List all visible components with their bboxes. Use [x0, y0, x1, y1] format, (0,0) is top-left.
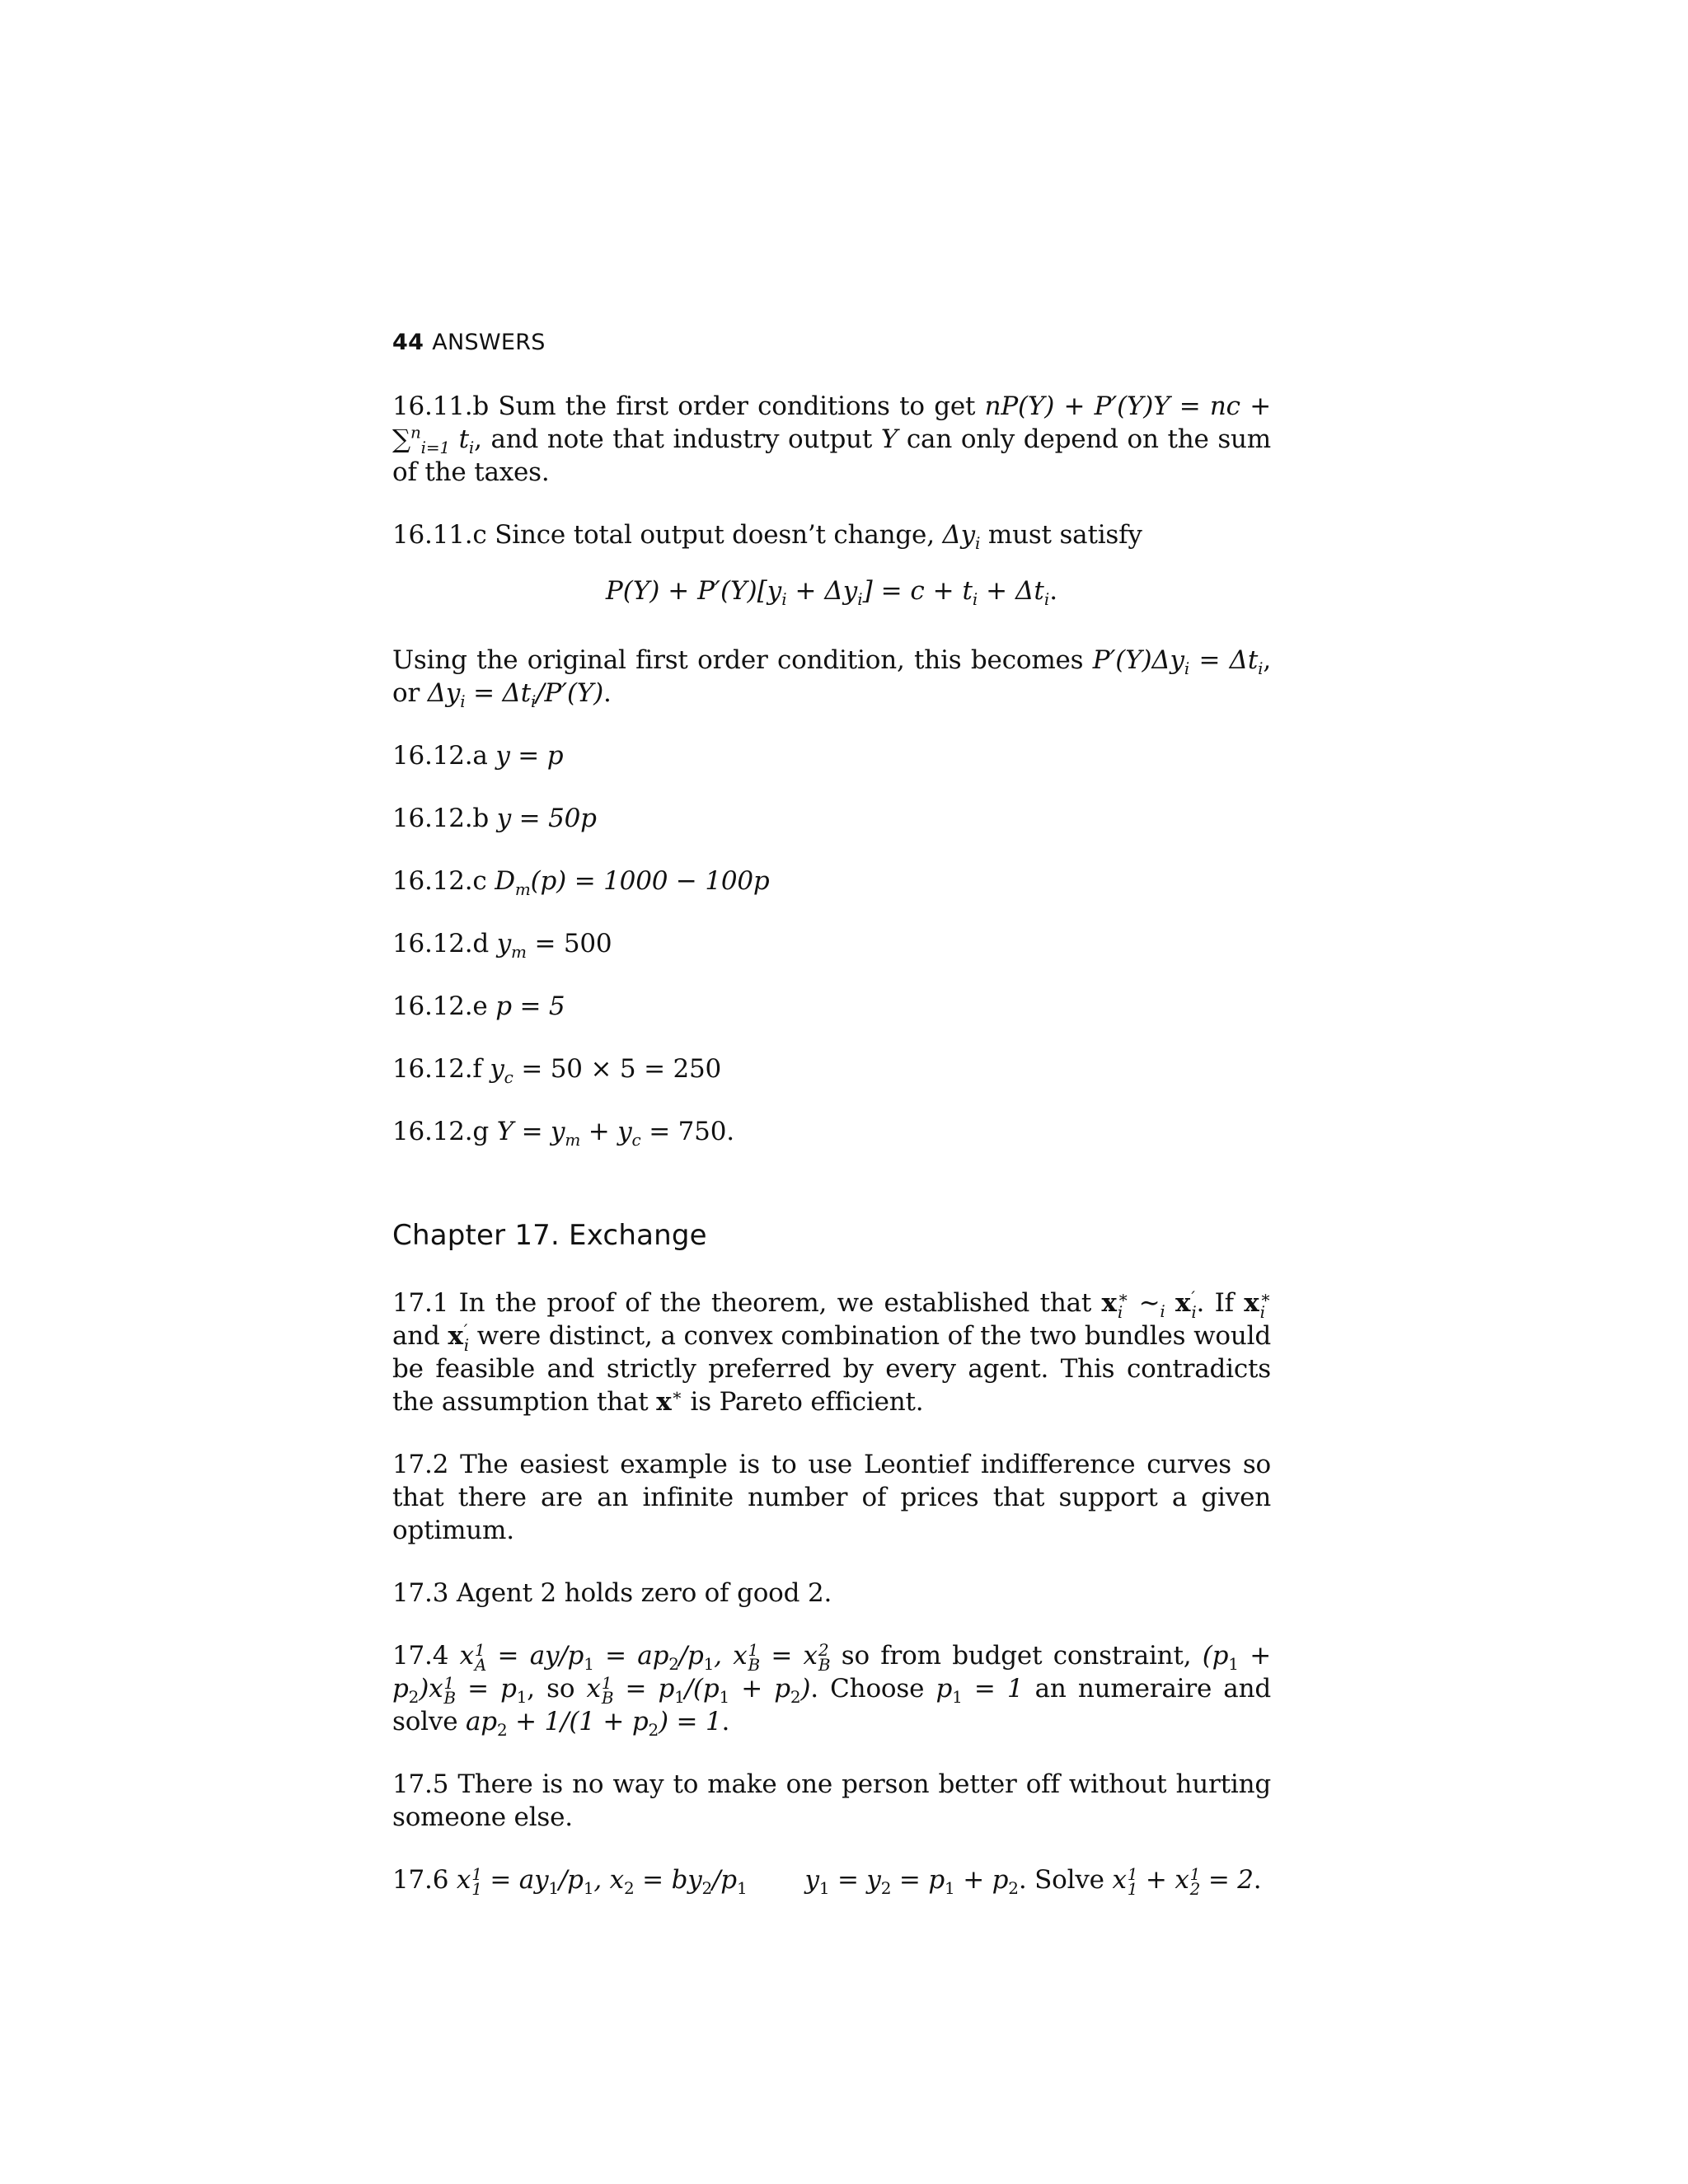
math-subscript: i — [531, 691, 537, 712]
math-expr: = p — [455, 1674, 517, 1704]
answer-text: . — [721, 1707, 730, 1736]
math-subscript: B — [748, 1654, 760, 1675]
sum-lower-limit: i=1 — [420, 438, 450, 458]
math-subscript: i — [857, 589, 863, 610]
math-expr: = 750. — [640, 1117, 734, 1146]
math-subscript: i — [1259, 1301, 1265, 1322]
sub-super — [471, 1863, 482, 1899]
answer-16-12-g — [392, 1115, 1271, 1151]
math-expr: + Δt — [978, 576, 1044, 606]
math-subscript: 1 — [516, 1687, 528, 1708]
sub-super — [1117, 1286, 1129, 1322]
math-expr: /P′(Y) — [536, 678, 603, 708]
math-subscript: i — [463, 1334, 469, 1355]
answer-label: 16.11.c — [392, 520, 487, 550]
sub-super — [1127, 1863, 1138, 1899]
math-expr: (p) = 1000 − 100p — [530, 866, 770, 896]
math-expr: p — [935, 1674, 953, 1704]
math-superscript: 2 — [818, 1639, 829, 1660]
sub-super — [1259, 1286, 1271, 1322]
math-expr: + p — [729, 1674, 790, 1704]
math-expr: x — [586, 1674, 601, 1704]
math-subscript: i — [975, 533, 981, 554]
math-subscript: 2 — [648, 1720, 659, 1741]
math-subscript: i — [1160, 1301, 1165, 1322]
answer-label: 16.12.g — [392, 1117, 490, 1146]
math-expr: ) = 1 — [659, 1707, 722, 1736]
math-expr: x — [1112, 1865, 1127, 1895]
math-expr: = ay/p — [486, 1641, 584, 1671]
math-subscript: 2 — [790, 1687, 801, 1708]
math-subscript: 2 — [496, 1720, 508, 1741]
math-subscript: 1 — [548, 1878, 559, 1899]
running-header — [392, 330, 1271, 355]
math-subscript: 1 — [1228, 1654, 1239, 1675]
answer-text: The easiest example is to use Leontief indifference curves so that there are an infinite number of prices that support a given optimum. — [392, 1450, 1271, 1545]
answer-text: . — [1253, 1865, 1262, 1895]
math-superscript: 1 — [601, 1672, 612, 1693]
math-expr: . — [1049, 576, 1058, 606]
vector-x: x — [1175, 1288, 1191, 1318]
display-equation — [392, 574, 1271, 610]
math-subscript: 2 — [668, 1654, 679, 1675]
sum-symbol: ∑ — [392, 424, 410, 454]
math-subscript: 1 — [583, 1878, 594, 1899]
math-subscript: 1 — [952, 1687, 963, 1708]
math-expr: y — [804, 1865, 819, 1895]
math-subscript: 1 — [703, 1654, 715, 1675]
math-expr: , x — [593, 1865, 624, 1895]
answer-label: 16.12.e — [392, 991, 488, 1021]
sub-super — [443, 1672, 456, 1708]
math-expr: Y = y — [496, 1117, 565, 1146]
math-expr: t — [458, 424, 469, 454]
answer-text: . Solve — [1018, 1865, 1113, 1895]
math-subscript: 1 — [719, 1687, 730, 1708]
math-expr: = Δt — [465, 678, 531, 708]
answer-text: Sum the first order conditions to get — [498, 391, 985, 421]
math-expr: P(Y) + P′(Y)[y — [605, 576, 782, 606]
math-subscript: i — [1184, 658, 1190, 679]
math-subscript: m — [565, 1130, 581, 1151]
math-expr: = 50 × 5 = 250 — [513, 1054, 722, 1084]
math-subscript: c — [504, 1067, 513, 1088]
answer-label: 17.4 — [392, 1641, 449, 1671]
math-expr: = 500 — [526, 929, 612, 958]
math-superscript: ∗ — [1117, 1286, 1129, 1307]
answer-16-11-b — [392, 390, 1271, 489]
math-expr: + p — [392, 1641, 1271, 1704]
math-subscript: 2 — [1189, 1878, 1201, 1899]
answer-17-4 — [392, 1639, 1272, 1741]
math-expr: y = 50p — [496, 804, 597, 833]
math-subscript: m — [511, 942, 527, 963]
math-subscript: A — [474, 1654, 487, 1675]
answer-label: 17.2 — [392, 1450, 449, 1479]
math-superscript: 1 — [1127, 1863, 1138, 1884]
math-superscript: 1 — [471, 1863, 482, 1884]
answer-17-5 — [392, 1768, 1271, 1834]
math-expr: )x — [419, 1674, 443, 1704]
math-expr: x — [459, 1641, 474, 1671]
math-expr: ∼ — [1128, 1288, 1160, 1318]
math-subscript: 1 — [674, 1687, 685, 1708]
math-expr: nP(Y) + P′(Y)Y = nc + — [984, 391, 1271, 421]
answer-text: an numeraire and solve — [392, 1674, 1272, 1736]
math-expr: y — [490, 1054, 504, 1084]
answer-16-12-b — [392, 802, 1271, 835]
math-expr: P′(Y)Δy — [1092, 645, 1184, 675]
document-page — [392, 330, 1271, 1926]
math-superscript: ′ — [1191, 1286, 1195, 1307]
math-expr: (p — [1202, 1641, 1229, 1671]
answer-17-6 — [392, 1863, 1271, 1899]
header-title: ANSWERS — [432, 330, 546, 355]
math-subscript: i — [1043, 589, 1050, 610]
math-expr: ap — [466, 1707, 497, 1736]
math-expr: /(p — [684, 1674, 720, 1704]
vector-x: x — [1101, 1288, 1117, 1318]
math-subscript: 1 — [584, 1654, 594, 1675]
math-expr: p = 5 — [495, 991, 565, 1021]
math-expr: x — [456, 1865, 471, 1895]
math-superscript: ∗ — [1259, 1286, 1271, 1307]
answer-text: were distinct, a convex combination of the two bundles would be feasible and strictly preferred by every agent. This contradicts the assumption that — [392, 1321, 1271, 1417]
answer-text: Using the original first order condition, this becomes — [392, 645, 1093, 675]
answer-17-3 — [392, 1577, 1271, 1610]
math-subscript: i — [1191, 1301, 1197, 1322]
math-subscript: 1 — [818, 1878, 830, 1899]
math-expr: = p — [891, 1865, 945, 1895]
math-subscript: B — [818, 1654, 831, 1675]
answer-16-12-f — [392, 1052, 1271, 1088]
math-subscript: m — [514, 879, 531, 900]
answer-text: , or — [392, 645, 1271, 708]
answer-16-12-d — [392, 927, 1271, 963]
math-subscript: i — [781, 589, 787, 610]
math-expr: ] = c + t — [862, 576, 973, 606]
math-subscript: 2 — [701, 1878, 713, 1899]
answer-text: There is no way to make one person better off without hurting someone else. — [392, 1769, 1272, 1832]
answer-text: so from budget constraint, — [830, 1641, 1203, 1671]
math-subscript: 2 — [1008, 1878, 1019, 1899]
math-subscript: i — [468, 438, 475, 458]
math-expr: Δy — [427, 678, 461, 708]
math-expr: = p — [613, 1674, 675, 1704]
math-subscript: 2 — [880, 1878, 892, 1899]
answer-label: 16.12.d — [392, 929, 490, 958]
math-expr: /p — [678, 1641, 704, 1671]
math-superscript: ∗ — [671, 1385, 682, 1405]
math-subscript: i — [972, 589, 978, 610]
answer-16-12-a — [392, 739, 1271, 772]
answer-17-2 — [392, 1448, 1271, 1547]
math-expr: + y — [580, 1117, 632, 1146]
sum-upper-limit: n — [410, 422, 421, 443]
answer-label: 16.12.f — [392, 1054, 482, 1084]
vector-x: x — [448, 1321, 463, 1351]
math-subscript: 2 — [623, 1878, 635, 1899]
math-expr: = y — [829, 1865, 881, 1895]
vector-x: x — [1244, 1288, 1259, 1318]
math-subscript: 1 — [736, 1878, 748, 1899]
answer-16-11-c — [392, 518, 1271, 554]
answer-text: , and note that industry output — [474, 424, 881, 454]
sub-super — [474, 1639, 487, 1675]
answer-label: 17.3 — [392, 1578, 449, 1608]
math-expr: Y — [880, 424, 898, 454]
math-expr: + Δy — [786, 576, 858, 606]
math-expr: = ap — [593, 1641, 669, 1671]
math-expr: /p — [712, 1865, 737, 1895]
math-expr: /p — [558, 1865, 584, 1895]
answer-text: must satisfy — [980, 520, 1142, 550]
answer-16-12-e — [392, 990, 1271, 1023]
answer-16-12-c — [392, 865, 1271, 898]
sub-super — [818, 1639, 831, 1675]
page-number: 44 — [392, 330, 424, 355]
answer-text: Agent 2 holds zero of good 2. — [456, 1578, 832, 1608]
answer-text: , so — [527, 1674, 587, 1704]
answer-label: 16.12.b — [392, 804, 490, 833]
math-expr: D — [495, 866, 515, 896]
math-expr: = ay — [481, 1865, 549, 1895]
math-expr: = Δt — [1189, 645, 1259, 675]
math-expr: , x — [714, 1641, 748, 1671]
math-subscript: 1 — [1127, 1878, 1138, 1899]
math-expr: = 2 — [1200, 1865, 1254, 1895]
sub-super — [1189, 1863, 1201, 1899]
answer-text: . — [603, 678, 612, 708]
answer-text: and — [392, 1321, 448, 1351]
answer-label: 17.6 — [392, 1865, 449, 1895]
math-subscript: B — [443, 1687, 456, 1708]
chapter-heading: Chapter 17. Exchange — [392, 1219, 707, 1252]
math-subscript: i — [1258, 658, 1264, 679]
answer-17-1 — [392, 1286, 1271, 1418]
math-superscript: 1 — [443, 1672, 454, 1693]
answer-label: 16.12.a — [392, 741, 488, 771]
math-subscript: B — [601, 1687, 614, 1708]
answer-text: can only depend on the sum of the taxes. — [392, 424, 1272, 487]
math-expr: y — [496, 929, 512, 958]
math-expr: Δy — [942, 520, 976, 550]
math-expr: y = p — [495, 741, 564, 771]
math-subscript: 1 — [471, 1878, 482, 1899]
math-expr: + 1/(1 + p — [507, 1707, 649, 1736]
math-superscript: ′ — [463, 1319, 468, 1340]
math-expr: = by — [634, 1865, 702, 1895]
vector-x: x — [656, 1387, 672, 1417]
answer-label: 16.11.b — [392, 391, 490, 421]
answer-label: 16.12.c — [392, 866, 487, 896]
answer-16-11-c-cont — [392, 644, 1271, 710]
math-expr: = 1 — [962, 1674, 1024, 1704]
sub-super — [601, 1672, 614, 1708]
math-subscript: c — [631, 1130, 641, 1151]
answer-text: . Choose — [810, 1674, 936, 1704]
math-subscript: 2 — [408, 1687, 420, 1708]
math-superscript: 1 — [474, 1639, 485, 1660]
sub-super — [748, 1639, 761, 1675]
answer-text: . If — [1196, 1288, 1245, 1318]
summation — [392, 422, 450, 458]
math-subscript: i — [1117, 1301, 1123, 1322]
answer-label: 17.1 — [392, 1288, 449, 1318]
math-expr: ) — [800, 1674, 811, 1704]
answer-text: is Pareto efficient. — [682, 1387, 924, 1417]
math-expr: + p — [954, 1865, 1009, 1895]
answer-text: In the proof of the theorem, we established that — [458, 1288, 1102, 1318]
answer-text: Since total output doesn’t change, — [495, 520, 943, 550]
math-subscript: i — [460, 691, 466, 712]
math-superscript: 1 — [1189, 1863, 1201, 1884]
math-expr: = x — [760, 1641, 818, 1671]
math-subscript: 1 — [945, 1878, 955, 1899]
answer-label: 17.5 — [392, 1769, 449, 1799]
math-superscript: 1 — [748, 1639, 759, 1660]
math-expr: + x — [1137, 1865, 1189, 1895]
